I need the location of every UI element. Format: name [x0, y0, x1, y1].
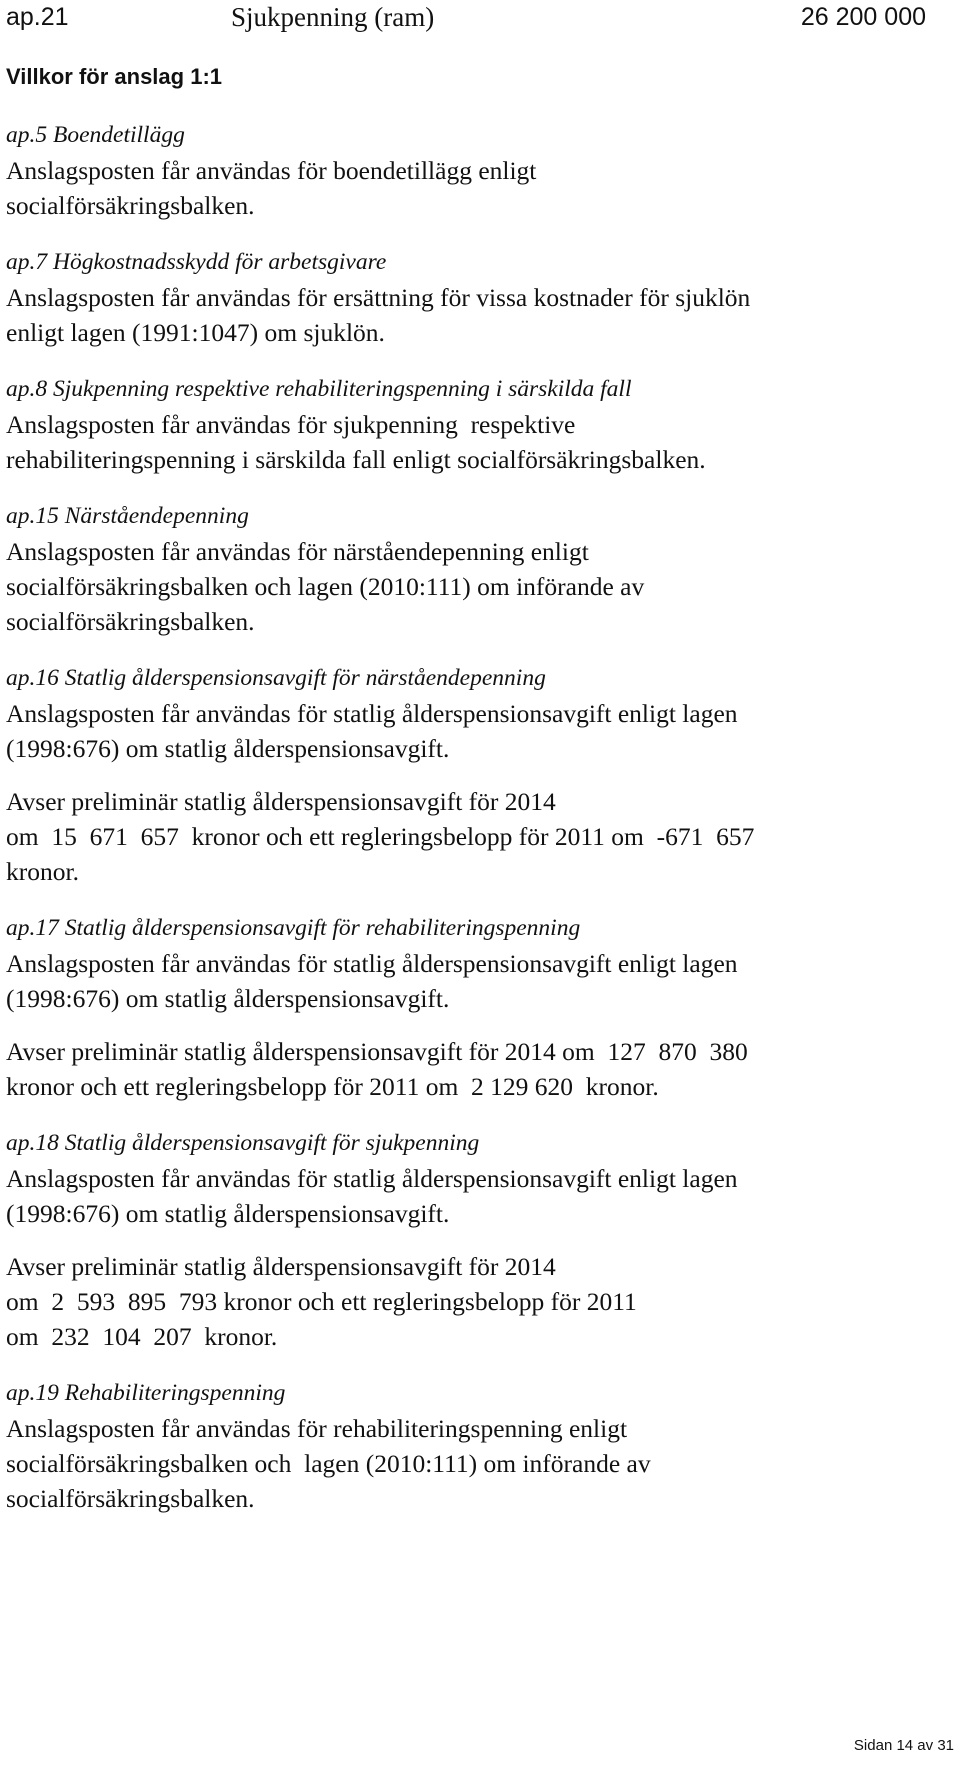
section [6, 661, 946, 889]
section [6, 118, 946, 223]
text-line: socialförsäkringsbalken och lagen (2010:111) om införande av [6, 1449, 651, 1478]
section-title: ap.19 Rehabiliteringspenning [6, 1380, 286, 1406]
page-number: Sidan 14 av 31 [853, 1737, 954, 1754]
paragraph-spacer [6, 1231, 946, 1249]
paragraph [6, 1034, 946, 1104]
text-line: rehabiliteringspenning i särskilda fall enligt socialförsäkringsbalken. [6, 445, 706, 474]
section-spacer [6, 1354, 946, 1376]
text-line: Anslagsposten får användas för statlig ålderspensionsavgift enligt lagen [6, 949, 738, 978]
paragraph [6, 784, 946, 889]
text-line: Anslagsposten får användas för statlig ålderspensionsavgift enligt lagen [6, 699, 738, 728]
section-title: ap.7 Högkostnadsskydd för arbetsgivare [6, 249, 387, 275]
text-line: kronor. [6, 857, 79, 886]
paragraph [6, 153, 946, 223]
section [6, 911, 946, 1104]
budget-line-code: ap.21 [6, 3, 69, 31]
text-line: Avser preliminär statlig ålderspensionsavgift för 2014 [6, 787, 556, 816]
text-line: Anslagsposten får användas för rehabiliteringspenning enligt [6, 1414, 628, 1443]
text-line: om 15 671 657 kronor och ett regleringsbelopp för 2011 om -671 657 [6, 822, 755, 851]
budget-line-amount: 26 200 000 [800, 3, 926, 31]
text-line: om 232 104 207 kronor. [6, 1322, 278, 1351]
budget-line-name: Sjukpenning (ram) [231, 2, 435, 32]
text-line: kronor och ett regleringsbelopp för 2011 om 2 129 620 kronor. [6, 1072, 659, 1101]
text-line: (1998:676) om statlig ålderspensionsavgift. [6, 984, 450, 1013]
section [6, 245, 946, 350]
section-spacer [6, 477, 946, 499]
section [6, 1376, 946, 1516]
text-line: socialförsäkringsbalken. [6, 607, 255, 636]
section-title: ap.15 Närståendepenning [6, 503, 249, 529]
paragraph [6, 1249, 946, 1354]
paragraph [6, 946, 946, 1016]
text-line: Avser preliminär statlig ålderspensionsavgift för 2014 om 127 870 380 [6, 1037, 748, 1066]
section [6, 1126, 946, 1354]
text-line: Avser preliminär statlig ålderspensionsavgift för 2014 [6, 1252, 556, 1281]
paragraph-spacer [6, 1016, 946, 1034]
section-spacer [6, 1104, 946, 1126]
section-title: ap.17 Statlig ålderspensionsavgift för rehabiliteringspenning [6, 915, 581, 941]
section-spacer [6, 889, 946, 911]
text-line: enligt lagen (1991:1047) om sjuklön. [6, 318, 385, 347]
paragraph [6, 534, 946, 639]
text-line: socialförsäkringsbalken. [6, 191, 255, 220]
section [6, 372, 946, 477]
text-line: Anslagsposten får användas för boendetillägg enligt [6, 156, 537, 185]
text-line: om 2 593 895 793 kronor och ett regleringsbelopp för 2011 [6, 1287, 637, 1316]
section-spacer [6, 639, 946, 661]
section-title: ap.18 Statlig ålderspensionsavgift för sjukpenning [6, 1130, 480, 1156]
section-title: ap.5 Boendetillägg [6, 122, 185, 148]
section [6, 499, 946, 639]
section-title: ap.16 Statlig ålderspensionsavgift för närståendepenning [6, 665, 546, 691]
text-line: Anslagsposten får användas för statlig ålderspensionsavgift enligt lagen [6, 1164, 738, 1193]
paragraph-spacer [6, 766, 946, 784]
text-line: (1998:676) om statlig ålderspensionsavgift. [6, 734, 450, 763]
section-spacer [6, 350, 946, 372]
text-line: Anslagsposten får användas för sjukpenning respektive [6, 410, 576, 439]
text-line: socialförsäkringsbalken. [6, 1484, 255, 1513]
text-line: (1998:676) om statlig ålderspensionsavgift. [6, 1199, 450, 1228]
paragraph [6, 1161, 946, 1231]
conditions-heading: Villkor för anslag 1:1 [6, 64, 223, 89]
section-spacer [6, 223, 946, 245]
section-title: ap.8 Sjukpenning respektive rehabiliteringspenning i särskilda fall [6, 376, 632, 402]
paragraph [6, 1411, 946, 1516]
text-line: Anslagsposten får användas för ersättning för vissa kostnader för sjuklön [6, 283, 751, 312]
sections-list [6, 118, 946, 1516]
budget-line-header [6, 0, 926, 34]
paragraph [6, 696, 946, 766]
paragraph [6, 407, 946, 477]
text-line: Anslagsposten får användas för närståendepenning enligt [6, 537, 589, 566]
text-line: socialförsäkringsbalken och lagen (2010:111) om införande av [6, 572, 645, 601]
paragraph [6, 280, 946, 350]
